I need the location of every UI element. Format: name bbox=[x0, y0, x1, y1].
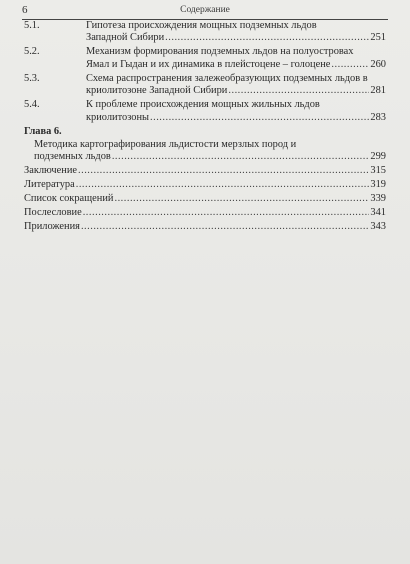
toc-entry-title: Методика картографирования льдистости мерзлых пород и bbox=[34, 139, 297, 151]
toc-entry-title-cont: криолитозоне Западной Сибири bbox=[86, 85, 228, 97]
running-title: Содержание bbox=[180, 5, 230, 15]
toc-entry-page: 319 bbox=[370, 179, 386, 191]
toc-entry-title-cont: криолитозоны bbox=[86, 111, 149, 123]
dot-leader bbox=[83, 207, 370, 219]
toc-entry-title-cont: Ямал и Гыдан и их динамика в плейстоцене – голоцене bbox=[86, 58, 331, 70]
toc-entry-chapter-6[interactable] bbox=[24, 139, 386, 164]
toc-entry-literature[interactable] bbox=[24, 179, 386, 191]
toc-entry-title: Гипотеза происхождения мощных подземных льдов bbox=[86, 20, 317, 31]
toc-entry-number: 5.3. bbox=[24, 72, 40, 84]
dot-leader bbox=[78, 165, 369, 177]
toc-entry-page: 343 bbox=[370, 221, 386, 233]
toc-entry-title: Схема распространения залежеобразующих подземных льдов в bbox=[86, 72, 368, 84]
toc-entry-title: Приложения bbox=[24, 221, 80, 233]
dot-leader bbox=[228, 85, 369, 97]
dot-leader bbox=[76, 179, 370, 191]
toc-entry-page: 339 bbox=[370, 193, 386, 205]
toc-entry-appendices[interactable] bbox=[24, 221, 386, 233]
toc-entry-title: К проблеме происхождения мощных жильных льдов bbox=[86, 99, 320, 111]
toc-entry-conclusion[interactable] bbox=[24, 165, 386, 177]
toc-entry-number: 5.2. bbox=[24, 46, 40, 58]
toc-entry-abbreviations[interactable] bbox=[24, 193, 386, 205]
dot-leader bbox=[112, 151, 370, 163]
toc-entry-title-cont: Западной Сибири bbox=[86, 32, 165, 44]
toc-entry-title: Механизм формирования подземных льдов на полуостровах bbox=[86, 46, 354, 58]
page-header bbox=[22, 4, 388, 20]
page-number: 6 bbox=[22, 4, 28, 16]
toc-entry-number: 5.1. bbox=[24, 20, 40, 31]
toc-entry-title-cont: подземных льдов bbox=[34, 151, 111, 163]
toc-entry-afterword[interactable] bbox=[24, 207, 386, 219]
toc-entry-title: Заключение bbox=[24, 165, 77, 177]
toc-entry-page: 281 bbox=[370, 85, 386, 97]
dot-leader bbox=[331, 59, 369, 71]
toc-entry-page: 260 bbox=[370, 58, 386, 70]
toc-entry-title: Список сокращений bbox=[24, 193, 114, 205]
toc-entry-5-2[interactable] bbox=[24, 46, 386, 71]
toc-entry-page: 251 bbox=[370, 32, 386, 44]
dot-leader bbox=[165, 32, 369, 44]
chapter-heading: Глава 6. bbox=[24, 125, 62, 137]
table-of-contents bbox=[24, 20, 386, 235]
toc-entry-title: Послесловие bbox=[24, 207, 82, 219]
toc-entry-5-3[interactable] bbox=[24, 73, 386, 98]
toc-entry-5-1[interactable] bbox=[24, 20, 386, 45]
toc-entry-title: Литература bbox=[24, 179, 75, 191]
dot-leader bbox=[114, 193, 369, 205]
toc-entry-page: 315 bbox=[370, 165, 386, 177]
toc-entry-number: 5.4. bbox=[24, 99, 40, 111]
toc-entry-5-4[interactable] bbox=[24, 99, 386, 124]
dot-leader bbox=[150, 112, 369, 124]
toc-entry-page: 299 bbox=[370, 151, 386, 163]
toc-entry-page: 341 bbox=[370, 207, 386, 219]
toc-entry-page: 283 bbox=[370, 111, 386, 123]
dot-leader bbox=[81, 221, 369, 233]
